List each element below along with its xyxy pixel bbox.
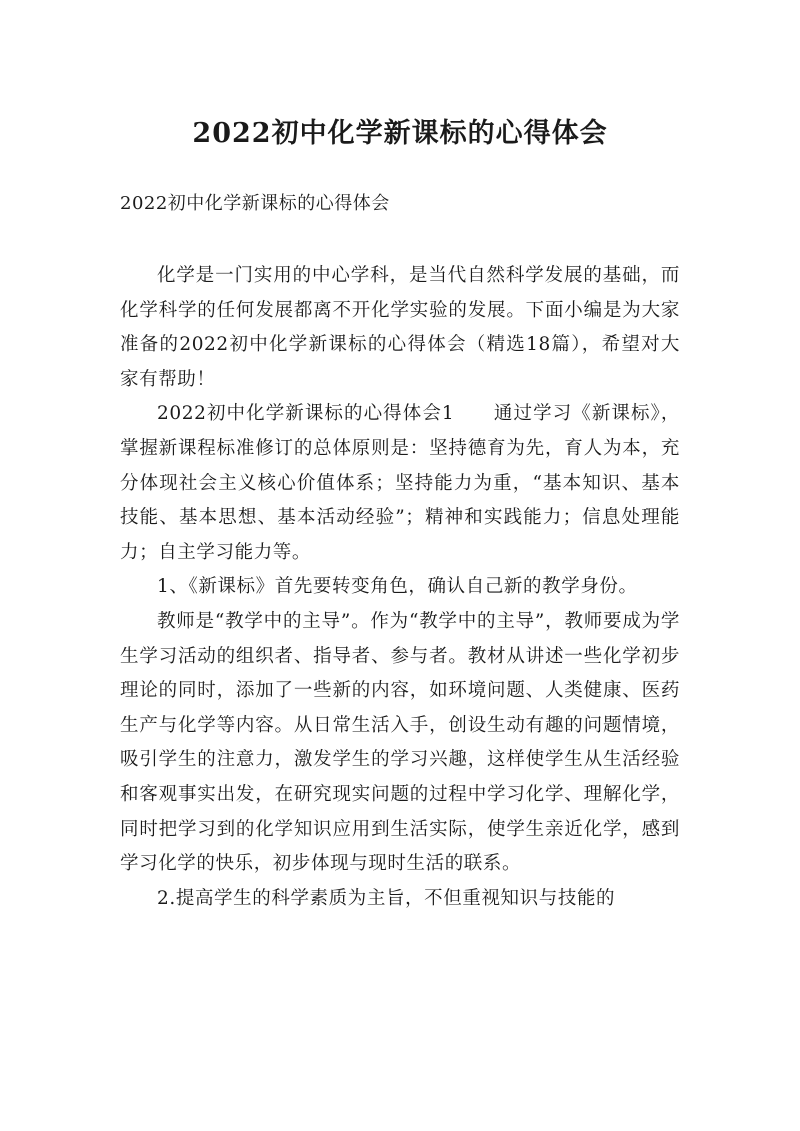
document-subtitle: 2022初中化学新课标的心得体会 (120, 193, 390, 214)
paragraph-teacher-role: 教师是“教学中的主导”。作为“教学中的主导”，教师要成为学生学习活动的组织者、指导者、参与者。教材从讲述一些化学初步理论的同时，添加了一些新的内容，如环境问题、人类健康、医药生产与化学等内容。从日常生活入手，创设生动有趣的问题情境，吸引学生的注意力，激发学生的学习兴趣，这样使学生从生活经验和客观事实出发，在研究现实问题的过程中学习化学、理解化学，同时把学习到的化学知识应用到生活实际，使学生亲近化学，感到学习化学的快乐，初步体现与现时生活的联系。 (120, 610, 680, 875)
document-body (120, 259, 680, 916)
document-title: 2022初中化学新课标的心得体会 (192, 118, 608, 150)
paragraph-section-1: 2022初中化学新课标的心得体会1 通过学习《新课标》，掌握新课程标准修订的总体原则是：坚持德育为先，育人为本，充分体现社会主义核心价值体系；坚持能力为重，“基本知识、基本技能、基本思想、基本活动经验”；精神和实践能力；信息处理能力；自主学习能力等。 (120, 403, 680, 563)
paragraph-point-1: 1、《新课标》首先要转变角色，确认自己新的教学身份。 (157, 576, 638, 598)
paragraph-intro: 化学是一门实用的中心学科，是当代自然科学发展的基础，而化学科学的任何发展都离不开化学实验的发展。下面小编是为大家准备的2022初中化学新课标的心得体会（精选18篇），希望对大家有帮助！ (120, 265, 680, 390)
paragraph-point-2: 2.提高学生的科学素质为主旨，不但重视知识与技能的 (157, 887, 616, 909)
